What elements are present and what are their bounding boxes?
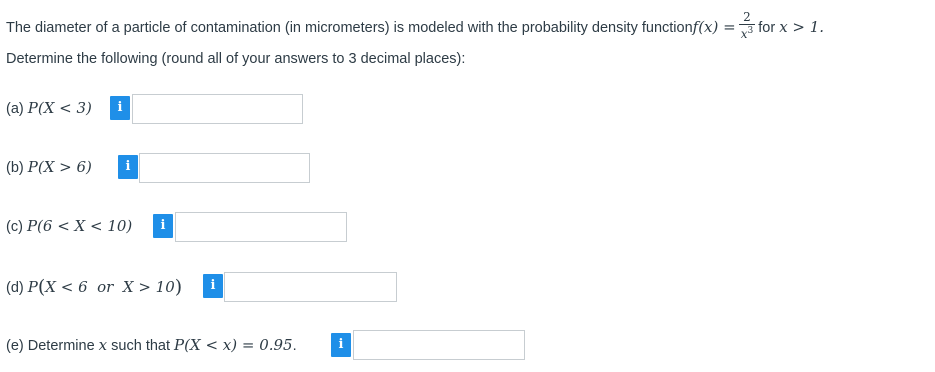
pdf-lhs: f(x) = [692,17,736,36]
part-e-info-button[interactable]: i [331,333,351,357]
part-e-expression: P(X < x) = 0.95 [174,336,293,354]
part-c-answer-input[interactable] [175,212,347,242]
part-b-label: (b) P(X > 6) [6,158,92,176]
problem-statement [6,10,825,41]
part-b-expression: P(X > 6) [27,158,92,176]
part-d-expression-inner: X < 6 or X > 10 [45,278,175,296]
condition-text: for [758,19,776,36]
instruction-text: Determine the following (round all of your answers to 3 decimal places): [6,51,466,67]
part-b-info-button[interactable]: i [118,155,138,179]
part-d-answer-input[interactable] [224,272,397,302]
part-c-label: (c) P(6 < X < 10) [6,217,133,235]
part-c-expression: P(6 < X < 10) [26,217,133,235]
part-a-label: (a) P(X < 3) [6,99,92,117]
part-b-answer-input[interactable] [139,153,310,183]
part-d-label: (d) P(X < 6 or X > 10) [6,276,183,298]
pdf-denominator-exponent: 3 [747,26,754,36]
part-e-answer-input[interactable] [353,330,525,360]
part-d-info-button[interactable]: i [203,274,223,298]
part-a-answer-input[interactable] [132,94,303,124]
part-e-period: . [292,338,297,354]
part-e-label: (e) Determine x such that P(X < x) = 0.95. [6,336,297,354]
part-e-variable: x [98,336,108,354]
part-e-mid-text: such that [111,338,171,354]
part-c-info-button[interactable]: i [153,214,173,238]
pdf-fraction [739,11,756,41]
condition-math: x > 1. [779,17,825,36]
pdf-denominator-base: x [740,27,748,41]
pdf-numerator: 2 [739,11,756,25]
part-a-expression: P(X < 3) [27,99,92,117]
intro-text: The diameter of a particle of contamination (in micrometers) is modeled with the probability density function [6,19,693,36]
part-a-info-button[interactable]: i [110,96,130,120]
part-d-expression-p: P [27,278,38,296]
